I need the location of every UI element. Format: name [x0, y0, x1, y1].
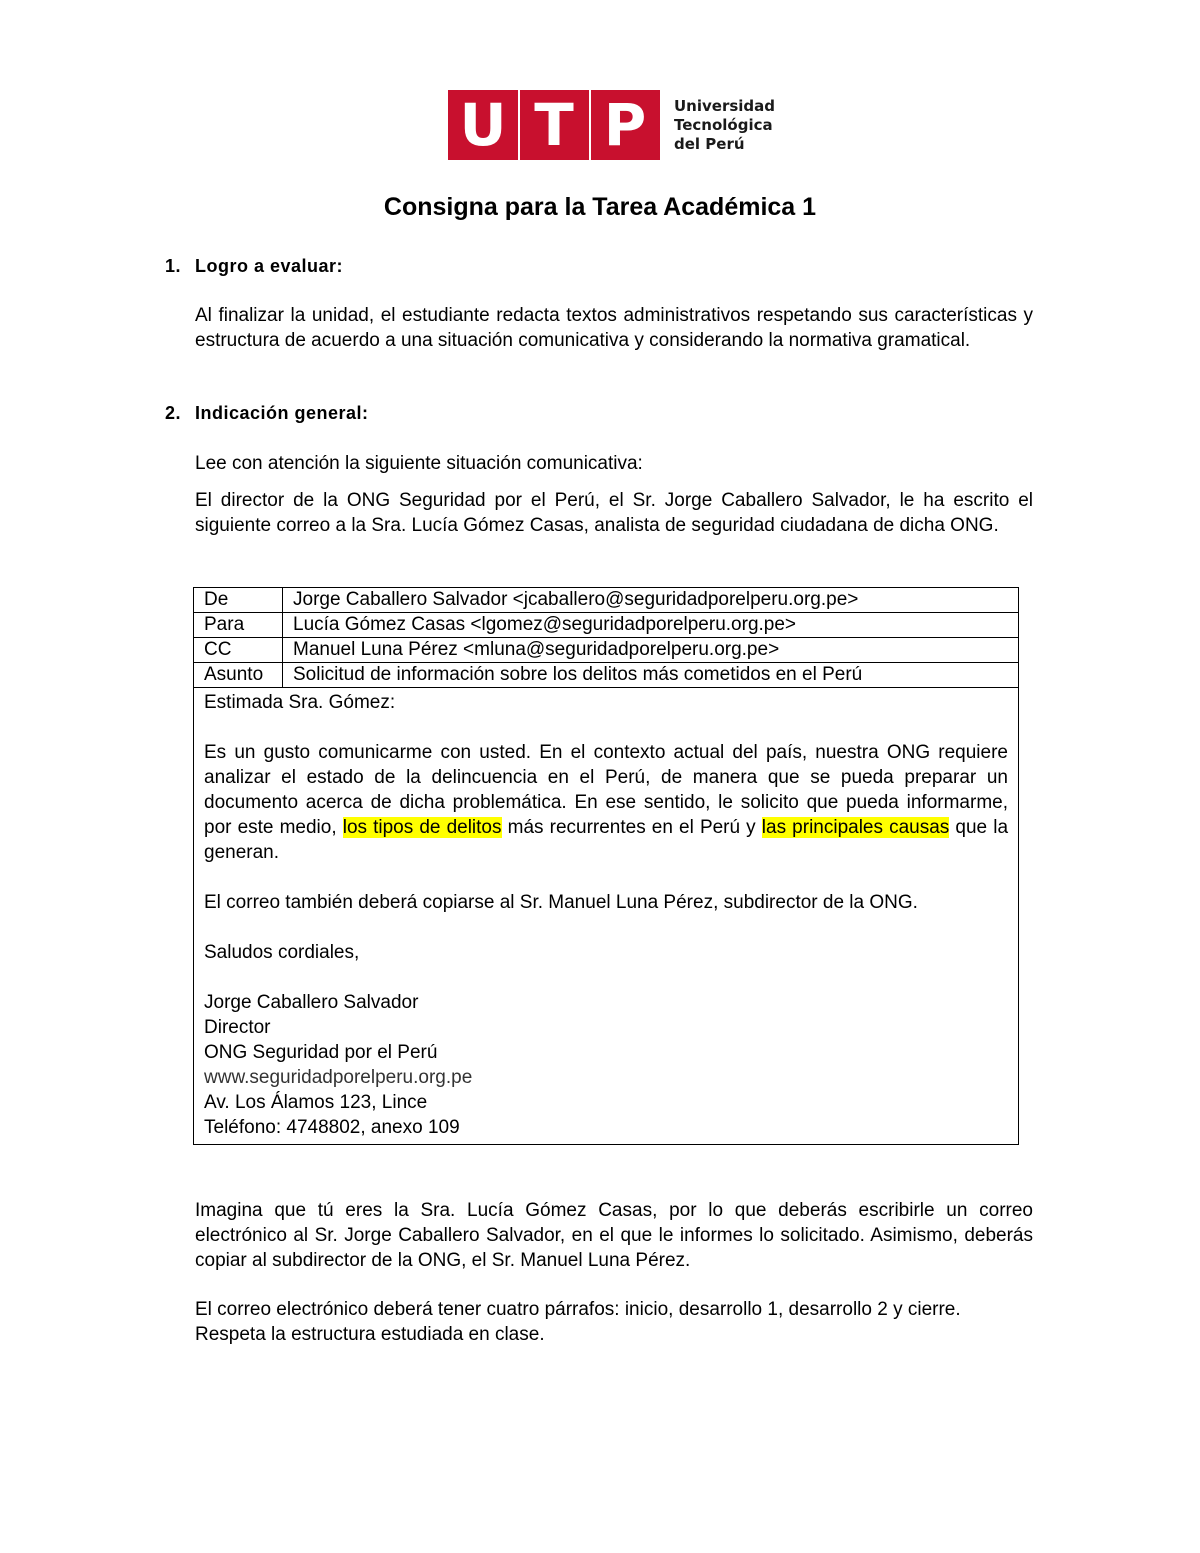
- email-subject-value: Solicitud de información sobre los delitos más cometidos en el Perú: [283, 663, 1019, 688]
- email-from-label: De: [194, 588, 283, 613]
- instructions-paragraph-1: Imagina que tú eres la Sra. Lucía Gómez Casas, por lo que deberás escribirle un correo electrónico al Sr. Jorge Caballero Salvador, en el que le informes lo solicitado. Asimismo, deberás copiar al subdirector de la ONG, el Sr. Manuel Luna Pérez.: [195, 1200, 1033, 1271]
- signature-role: Director: [204, 1017, 271, 1038]
- signature-phone: Teléfono: 4748802, anexo 109: [204, 1117, 460, 1138]
- section-heading-text: Indicación general:: [195, 403, 369, 423]
- logo-mark: [448, 90, 660, 160]
- logo-letter-p: P: [603, 91, 647, 159]
- highlighted-text: las principales causas: [761, 817, 950, 838]
- section-heading-logro: [165, 256, 343, 277]
- utp-logo: [448, 90, 775, 160]
- instructions-paragraph-2: El correo electrónico deberá tener cuatro párrafos: inicio, desarrollo 1, desarrollo 2 y cierre. Respeta la estructura estudiada en clase.: [195, 1299, 961, 1345]
- email-text: que la generan.: [204, 817, 1009, 863]
- section-number: 1.: [165, 256, 182, 276]
- email-to-value: Lucía Gómez Casas <lgomez@seguridadporelperu.org.pe>: [283, 613, 1019, 638]
- section-intro-text: Lee con atención la siguiente situación comunicativa:: [195, 453, 643, 474]
- email-text: más recurrentes en el Perú y: [501, 817, 762, 838]
- email-greeting: Estimada Sra. Gómez:: [204, 692, 396, 713]
- logo-wordmark: [674, 97, 775, 154]
- signature-org: ONG Seguridad por el Perú: [204, 1042, 438, 1063]
- section-context-text: El director de la ONG Seguridad por el Perú, el Sr. Jorge Caballero Salvador, le ha escrito el siguiente correo a la Sra. Lucía Gómez Casas, analista de seguridad ciudadana de dicha ONG.: [195, 490, 1033, 536]
- email-table: [193, 587, 1019, 1145]
- email-paragraph-1: [204, 740, 1008, 865]
- logo-line: Universidad: [674, 96, 776, 115]
- logo-line: Tecnológica: [674, 115, 773, 134]
- signature-website: www.seguridadporelperu.org.pe: [204, 1067, 473, 1088]
- logo-line: del Perú: [674, 134, 745, 153]
- email-from-value: Jorge Caballero Salvador <jcaballero@seguridadporelperu.org.pe>: [283, 588, 1019, 613]
- email-closing: Saludos cordiales,: [204, 942, 360, 963]
- email-to-label: Para: [194, 613, 283, 638]
- email-body: [194, 688, 1019, 1145]
- email-paragraph-2: El correo también deberá copiarse al Sr. Manuel Luna Pérez, subdirector de la ONG.: [204, 892, 918, 913]
- email-from-row: [194, 588, 1019, 613]
- email-cc-label: CC: [194, 638, 283, 663]
- email-subject-label: Asunto: [194, 663, 283, 688]
- section-number: 2.: [165, 403, 182, 423]
- email-to-row: [194, 613, 1019, 638]
- page-title: Consigna para la Tarea Académica 1: [383, 193, 817, 221]
- signature-address: Av. Los Álamos 123, Lince: [204, 1092, 428, 1113]
- section-heading-indicacion: [165, 403, 369, 424]
- email-subject-row: [194, 663, 1019, 688]
- email-cc-value: Manuel Luna Pérez <mluna@seguridadporelperu.org.pe>: [283, 638, 1019, 663]
- section-logro-text: Al finalizar la unidad, el estudiante redacta textos administrativos respetando sus características y estructura de acuerdo a una situación comunicativa y considerando la normativa gramatical.: [195, 305, 1033, 351]
- section-heading-text: Logro a evaluar:: [195, 256, 344, 276]
- signature-name: Jorge Caballero Salvador: [204, 992, 419, 1013]
- email-text: Es un gusto comunicarme con usted. En el contexto actual del país, nuestra ONG requiere analizar el estado de la delincuencia en el Perú, de manera que se pueda preparar un documento acerca de dicha problemática. En ese sentido, le solicito que pueda informarme, por este medio,: [204, 742, 1008, 838]
- email-body-row: [194, 688, 1019, 1145]
- logo-letter-u: U: [459, 91, 507, 159]
- logo-letter-t: T: [534, 91, 574, 159]
- highlighted-text: los tipos de delitos: [342, 817, 502, 838]
- email-cc-row: [194, 638, 1019, 663]
